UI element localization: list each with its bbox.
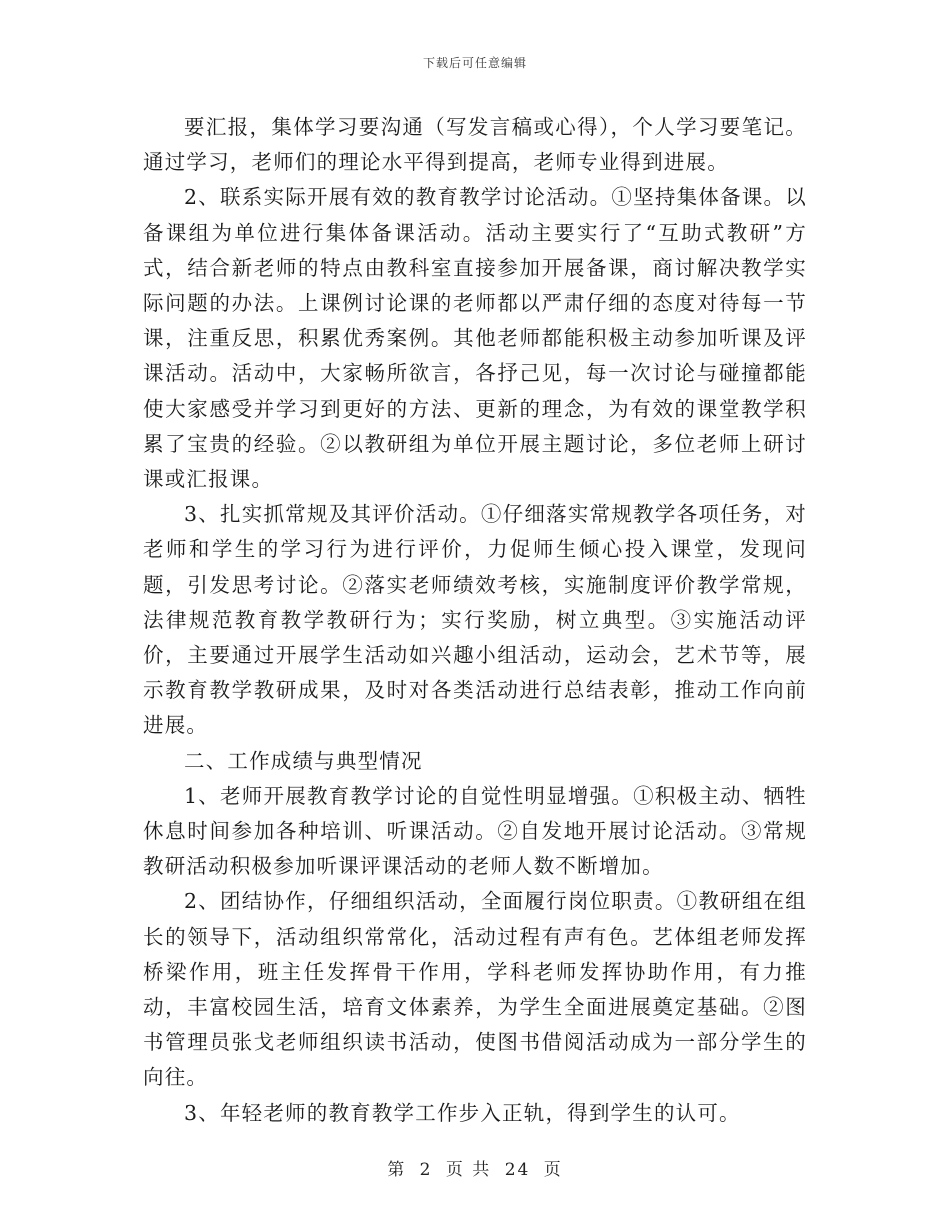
document-body — [143, 110, 807, 1131]
footer-suffix: 页 — [543, 1160, 563, 1180]
footer-total-pages: 24 — [504, 1160, 531, 1180]
footer-prefix: 第 — [387, 1160, 407, 1180]
section-heading: 二、工作成绩与典型情况 — [184, 748, 423, 773]
paragraph-result-2: 2、团结协作，仔细组织活动，全面履行岗位职责。①教研组在组长的领导下，活动组织常常化，活动过程有声有色。艺体组老师发挥桥梁作用，班主任发挥骨干作用，学科老师发挥协助作用，有力推动，丰富校园生活，培育文体素养，为学生全面进展奠定基础。②图书管理员张戈老师组织读书活动，使图书借阅活动成为一部分学生的向往。 — [143, 889, 807, 1090]
paragraph-result-3: 3、年轻老师的教育教学工作步入正轨，得到学生的认可。 — [184, 1100, 741, 1125]
paragraph-item-3: 3、扎实抓常规及其评价活动。①仔细落实常规教学各项任务，对老师和学生的学习行为进行评价，力促师生倾心投入课堂，发现问题，引发思考讨论。②落实老师绩效考核，实施制度评价教学常规，法律规范教育教学教研行为；实行奖励，树立典型。③实施活动评价，主要通过开展学生活动如兴趣小组活动，运动会，艺术节等，展示教育教学教研成果，及时对各类活动进行总结表彰，推动工作向前进展。 — [143, 502, 807, 738]
footer-page-number: 2 — [419, 1160, 433, 1180]
footer-middle: 页 共 — [445, 1160, 492, 1180]
paragraph-item-2: 2、联系实际开展有效的教育教学讨论活动。①坚持集体备课。以备课组为单位进行集体备课活动。活动主要实行了“互助式教研”方式，结合新老师的特点由教科室直接参加开展备课，商讨解决教学实际问题的办法。上课例讨论课的老师都以严肃仔细的态度对待每一节课，注重反思，积累优秀案例。其他老师都能积极主动参加听课及评课活动。活动中，大家畅所欲言，各抒己见，每一次讨论与碰撞都能使大家感受并学习到更好的方法、更新的理念，为有效的课堂教学积累了宝贵的经验。②以教研组为单位开展主题讨论，多位老师上研讨课或汇报课。 — [143, 185, 807, 492]
paragraph-result-1: 1、老师开展教育教学讨论的自觉性明显增强。①积极主动、牺牲休息时间参加各种培训、听课活动。②自发地开展讨论活动。③常规教研活动积极参加听课评课活动的老师人数不断增加。 — [143, 783, 807, 879]
page-footer — [0, 1155, 950, 1180]
page-header-note: 下载后可任意编辑 — [422, 56, 527, 70]
paragraph-continuation: 要汇报，集体学习要沟通（写发言稿或心得），个人学习要笔记。通过学习，老师们的理论水平得到提高，老师专业得到进展。 — [143, 115, 807, 175]
